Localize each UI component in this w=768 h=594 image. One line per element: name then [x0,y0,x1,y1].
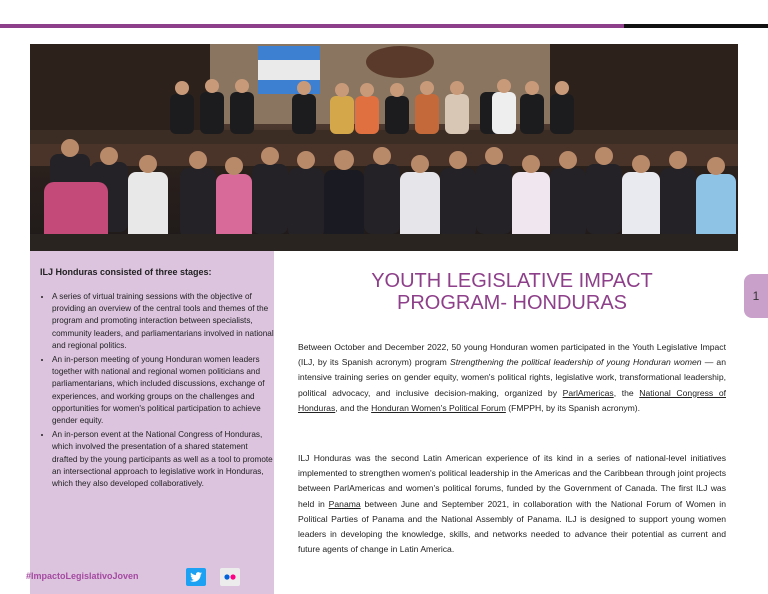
womens-forum-link[interactable]: Honduran Women's Political Forum [371,402,506,413]
title-line-2: PROGRAM- HONDURAS [396,292,627,314]
page-title [300,270,724,314]
p2-text-b: between June and September 2021, in collaboration with the National Forum of Women in Political Parties of Panama and the National Assembly of Panama. ILJ is designed to support young women leaders in developing the knowledge, skills, and networks needed to advance their potential as current and future agents of change in Latin America. [298,498,726,555]
context-paragraph [298,451,726,557]
stages-list [40,291,274,492]
parlamericas-link[interactable]: ParlAmericas [562,387,614,398]
group-photo-illustration [30,44,738,251]
panama-link[interactable]: Panama [328,498,361,509]
stage-item-3: • An in-person event at the National Congress of Honduras, which involved the presentation of a shared statement drafted by the young participants as well as a tool to promote an intersectional approach to legislative work in Honduras, which they also developed collaboratively. [52,429,274,490]
program-name: Strengthening the political leadership of young Honduran women [449,357,702,368]
flickr-icon [224,574,236,580]
title-line-1: YOUTH LEGISLATIVE IMPACT [371,270,653,292]
sidebar-heading: ILJ Honduras consisted of three stages: [40,267,212,277]
p1-text-a: Between October and December 2022, 50 young Honduran women participated in the Youth Legislative Impact (ILJ, by its Spanish acronym) program [298,342,726,368]
twitter-icon [190,572,202,582]
top-rule [0,24,768,28]
page-number-tab: 1 [744,274,768,318]
p1-text-b: — an intensive training series on gender equity, women's political rights, legislative work, transformational leadership, political advocacy, and inclusive decision-making, organized by [298,357,726,398]
p1-text-c: , the [613,387,640,398]
stages-sidebar [30,251,274,594]
intro-paragraph [298,340,726,416]
stage-item-2: • An in-person meeting of young Honduran women leaders together with national and regional women politicians and parliamentarians, which included discussions, exchange of experiences, and working groups on the challenges and opportunities for women's political participation to achieve gender equity. [52,354,274,427]
p2-text-a: ILJ Honduras was the second Latin American experience of its kind in a series of national-level initiatives implemented to strengthen women's political leadership in the Americas and the Caribbean through joint projects between ParlAmericas and women's political forums, funded by the Government of Canada. The first ILJ was held in [298,453,726,509]
stage-item-1: • A series of virtual training sessions with the objective of providing an overview of the central tools and themes of the program and promoting interaction between specialists, community leaders, and parliamentarians involved in national and regional politics. [52,291,274,352]
p1-text-e: (FMPPH, by its Spanish acronym). [505,402,641,413]
group-photo [30,44,738,251]
top-rule-accent [0,24,624,28]
hashtag-link[interactable]: #ImpactoLegislativoJoven [26,571,139,581]
p1-text-d: , and the [335,402,372,413]
twitter-button[interactable] [186,568,206,586]
national-congress-link[interactable]: National Congress of Honduras [298,387,726,413]
flickr-button[interactable] [220,568,240,586]
